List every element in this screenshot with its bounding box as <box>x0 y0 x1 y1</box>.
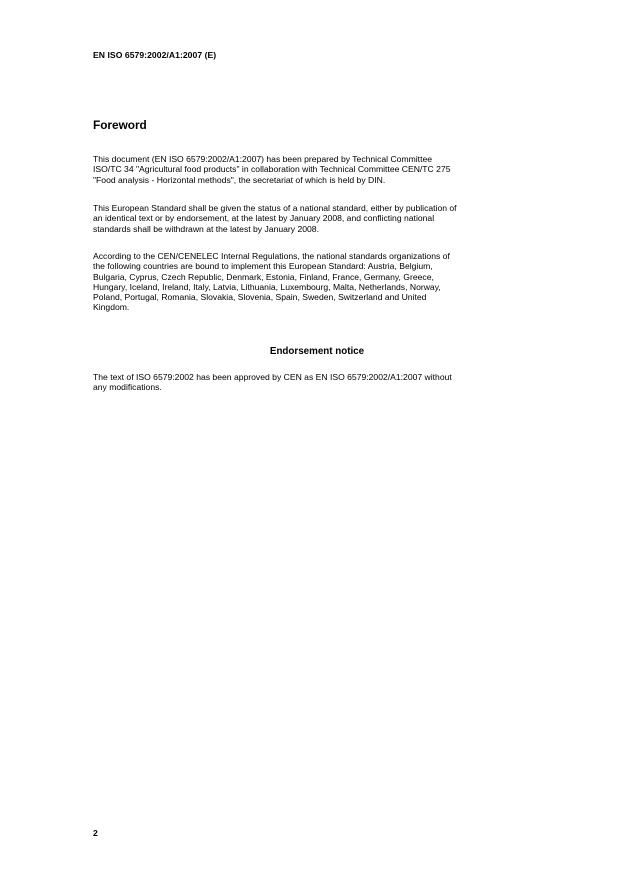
paragraph-line: standards shall be withdrawn at the latest by January 2008. <box>93 223 319 234</box>
paragraph-line: This European Standard shall be given the status of a national standard, either by publication of <box>93 203 457 213</box>
endorsement-notice-paragraph <box>93 372 543 393</box>
foreword-paragraph-countries <box>93 251 543 313</box>
page-number: 2 <box>93 828 98 838</box>
paragraph-line: ISO/TC 34 "Agricultural food products" in collaboration with Technical Committee CEN/TC 275 <box>93 164 451 175</box>
paragraph-line: Poland, Portugal, Romania, Slovakia, Slovenia, Spain, Sweden, Switzerland and United <box>93 292 427 303</box>
endorsement-notice-heading: Endorsement notice <box>269 346 365 357</box>
paragraph-line: Kingdom. <box>93 302 130 313</box>
paragraph-line: According to the CEN/CENELEC Internal Regulations, the national standards organizations of <box>93 251 450 261</box>
paragraph-line: The text of ISO 6579:2002 has been approved by CEN as EN ISO 6579:2002/A1:2007 without <box>93 372 452 382</box>
foreword-paragraph-status <box>93 203 543 234</box>
paragraph-line: "Food analysis - Horizontal methods", the secretariat of which is held by DIN. <box>93 174 386 185</box>
paragraph-line: Bulgaria, Cyprus, Czech Republic, Denmark, Estonia, Finland, France, Germany, Greece, <box>93 271 434 282</box>
foreword-heading: Foreword <box>93 118 147 132</box>
paragraph-line: Hungary, Iceland, Ireland, Italy, Latvia, Lithuania, Luxembourg, Malta, Netherlands, Norway, <box>93 281 441 292</box>
paragraph-line: the following countries are bound to implement this European Standard: Austria, Belgium, <box>93 261 433 272</box>
foreword-paragraph-preparation <box>93 154 543 185</box>
paragraph-line: any modifications. <box>93 382 162 393</box>
paragraph-line: an identical text or by endorsement, at the latest by January 2008, and conflicting national <box>93 213 435 224</box>
page-header-standard-id: EN ISO 6579:2002/A1:2007 (E) <box>93 50 217 60</box>
paragraph-line: This document (EN ISO 6579:2002/A1:2007) has been prepared by Technical Committee <box>93 154 433 164</box>
